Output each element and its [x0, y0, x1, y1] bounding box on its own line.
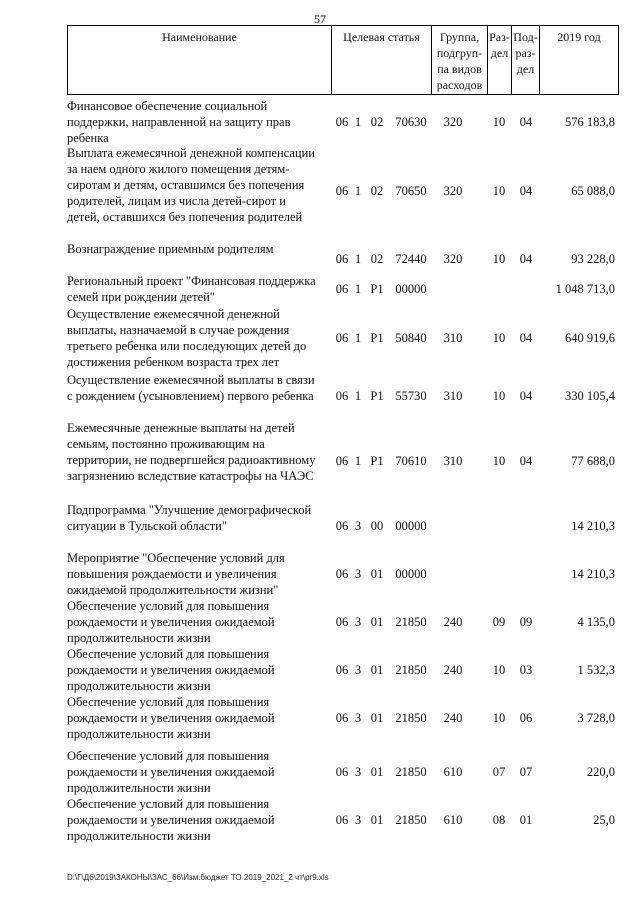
- row-group: 240: [443, 711, 463, 725]
- row-main-event: 02: [370, 184, 384, 198]
- row-amount: 576 183,8: [565, 115, 615, 129]
- row-subsection: 09: [519, 615, 533, 629]
- row-group: 310: [443, 331, 463, 345]
- row-section: 07: [492, 765, 506, 779]
- row-amount: 3 728,0: [577, 711, 615, 725]
- row-group: 610: [443, 765, 463, 779]
- row-name: Подпрограмма "Улучшение демографической ситуации в Тульской области": [67, 503, 312, 533]
- row-subprogram: 3: [354, 765, 362, 779]
- table-header: [67, 25, 619, 95]
- row-direction: 70630: [395, 115, 427, 129]
- row-group: 240: [443, 615, 463, 629]
- row-direction: 00000: [395, 282, 427, 296]
- header-subsection: Под- раз- дел: [512, 26, 540, 94]
- row-section: 10: [492, 711, 506, 725]
- row-main-event: 00: [370, 519, 384, 533]
- row-direction: 72440: [395, 252, 427, 266]
- row-subprogram: 3: [354, 813, 362, 827]
- row-group: 320: [443, 115, 463, 129]
- row-subprogram: 3: [354, 519, 362, 533]
- row-program: 06: [335, 519, 349, 533]
- row-group: 320: [443, 252, 463, 266]
- row-subsection: 04: [519, 331, 533, 345]
- row-name: Выплата ежемесячной денежной компенсации за наем одного жилого помещения детям- сиротам и детям, оставшимся без попечения родителей, лицам из числа детей-сирот и детей, оставшихся без попечения родителей: [67, 146, 315, 224]
- row-section: 10: [492, 184, 506, 198]
- row-subsection: 04: [519, 454, 533, 468]
- row-subsection: 04: [519, 252, 533, 266]
- header-name: Наименование: [68, 26, 332, 94]
- row-program: 06: [335, 454, 349, 468]
- row-direction: 00000: [395, 567, 427, 581]
- row-direction: 70650: [395, 184, 427, 198]
- row-amount: 640 919,6: [565, 331, 615, 345]
- row-section: 10: [492, 252, 506, 266]
- row-section: 10: [492, 663, 506, 677]
- row-program: 06: [335, 389, 349, 403]
- row-section: 09: [492, 615, 506, 629]
- row-name: Мероприятие "Обеспечение условий для повышения рождаемости и увеличения ожидаемой продолжительности жизни": [67, 551, 285, 597]
- row-name: Обеспечение условий для повышения рождаемости и увеличения ожидаемой продолжительности жизни: [67, 647, 275, 693]
- row-name: Вознаграждение приемным родителям: [67, 242, 274, 256]
- row-main-event: 01: [370, 615, 384, 629]
- row-group: 610: [443, 813, 463, 827]
- row-program: 06: [335, 765, 349, 779]
- row-direction: 00000: [395, 519, 427, 533]
- row-direction: 21850: [395, 615, 427, 629]
- row-subsection: 06: [519, 711, 533, 725]
- row-subsection: 04: [519, 115, 533, 129]
- row-name: Осуществление ежемесячной выплаты в связи с рождением (усыновлением) первого ребенка: [67, 373, 315, 403]
- row-main-event: 01: [370, 567, 384, 581]
- row-program: 06: [335, 184, 349, 198]
- row-amount: 220,0: [586, 765, 615, 779]
- row-name: Обеспечение условий для повышения рождаемости и увеличения ожидаемой продолжительности жизни: [67, 749, 275, 795]
- header-year: 2019 год: [557, 30, 601, 44]
- row-group: 310: [443, 389, 463, 403]
- row-subprogram: 1: [354, 184, 362, 198]
- row-main-event: 01: [370, 711, 384, 725]
- row-amount: 65 088,0: [571, 184, 615, 198]
- row-group: 310: [443, 454, 463, 468]
- row-subprogram: 1: [354, 331, 362, 345]
- row-amount: 1 532,3: [577, 663, 615, 677]
- row-subprogram: 3: [354, 711, 362, 725]
- row-direction: 21850: [395, 663, 427, 677]
- row-direction: 21850: [395, 711, 427, 725]
- row-subsection: 03: [519, 663, 533, 677]
- row-section: 08: [492, 813, 506, 827]
- row-program: 06: [335, 813, 349, 827]
- row-subsection: 04: [519, 184, 533, 198]
- row-section: 10: [492, 454, 506, 468]
- row-main-event: P1: [370, 389, 384, 403]
- row-subsection: 07: [519, 765, 533, 779]
- row-main-event: 01: [370, 663, 384, 677]
- row-section: 10: [492, 331, 506, 345]
- row-section: 10: [492, 115, 506, 129]
- row-program: 06: [335, 252, 349, 266]
- header-target-article: Целевая статья: [332, 26, 432, 94]
- row-program: 06: [335, 567, 349, 581]
- row-name: Осуществление ежемесячной денежной выплаты, назначаемой в случае рождения третьего ребенка или последующих детей до достижения ребенком возраста трех лет: [67, 307, 307, 369]
- row-subprogram: 1: [354, 282, 362, 296]
- row-section: 10: [492, 389, 506, 403]
- row-main-event: P1: [370, 454, 384, 468]
- row-direction: 70610: [395, 454, 427, 468]
- row-name: Обеспечение условий для повышения рождаемости и увеличения ожидаемой продолжительности жизни: [67, 797, 275, 843]
- row-direction: 50840: [395, 331, 427, 345]
- row-group: 240: [443, 663, 463, 677]
- row-main-event: 01: [370, 813, 384, 827]
- row-main-event: P1: [370, 282, 384, 296]
- row-amount: 1 048 713,0: [555, 282, 615, 296]
- row-amount: 4 135,0: [577, 615, 615, 629]
- row-amount: 14 210,3: [571, 567, 615, 581]
- row-amount: 330 105,4: [565, 389, 615, 403]
- row-main-event: 02: [370, 252, 384, 266]
- row-amount: 93 228,0: [571, 252, 615, 266]
- row-subprogram: 1: [354, 115, 362, 129]
- row-program: 06: [335, 331, 349, 345]
- row-amount: 25,0: [593, 813, 615, 827]
- row-subprogram: 1: [354, 389, 362, 403]
- row-program: 06: [335, 615, 349, 629]
- row-amount: 77 688,0: [571, 454, 615, 468]
- row-name: Обеспечение условий для повышения рождаемости и увеличения ожидаемой продолжительности жизни: [67, 599, 275, 645]
- row-name: Финансовое обеспечение социальной поддержки, направленной на защиту прав ребенка: [67, 99, 291, 145]
- header-section: Раз- дел: [488, 26, 512, 94]
- row-name: Ежемесячные денежные выплаты на детей семьям, постоянно проживающим на территории, не подвергшейся радиоактивному загрязнению вследствие катастрофы на ЧАЭС: [67, 421, 316, 483]
- row-subsection: 01: [519, 813, 533, 827]
- row-group: 320: [443, 184, 463, 198]
- row-subprogram: 3: [354, 615, 362, 629]
- row-program: 06: [335, 115, 349, 129]
- row-direction: 55730: [395, 389, 427, 403]
- row-program: 06: [335, 663, 349, 677]
- row-program: 06: [335, 711, 349, 725]
- row-subprogram: 1: [354, 454, 362, 468]
- page-number: 57: [314, 12, 326, 26]
- row-direction: 21850: [395, 813, 427, 827]
- row-main-event: P1: [370, 331, 384, 345]
- file-path-footer: D:\Г\Д6\2019\ЗАКОНЫ\ЗАС_66\Изм.бюджет ТО 2019_2021_2 чт\pr9.xls: [67, 873, 329, 882]
- row-direction: 21850: [395, 765, 427, 779]
- row-amount: 14 210,3: [571, 519, 615, 533]
- row-subsection: 04: [519, 389, 533, 403]
- row-program: 06: [335, 282, 349, 296]
- row-main-event: 02: [370, 115, 384, 129]
- row-subprogram: 3: [354, 663, 362, 677]
- row-name: Обеспечение условий для повышения рождаемости и увеличения ожидаемой продолжительности жизни: [67, 695, 275, 741]
- header-expense-group: Группа, подгруп- па видов расходов: [432, 26, 488, 94]
- row-name: Региональный проект "Финансовая поддержка семей при рождении детей": [67, 274, 316, 304]
- row-subprogram: 1: [354, 252, 362, 266]
- row-main-event: 01: [370, 765, 384, 779]
- row-subprogram: 3: [354, 567, 362, 581]
